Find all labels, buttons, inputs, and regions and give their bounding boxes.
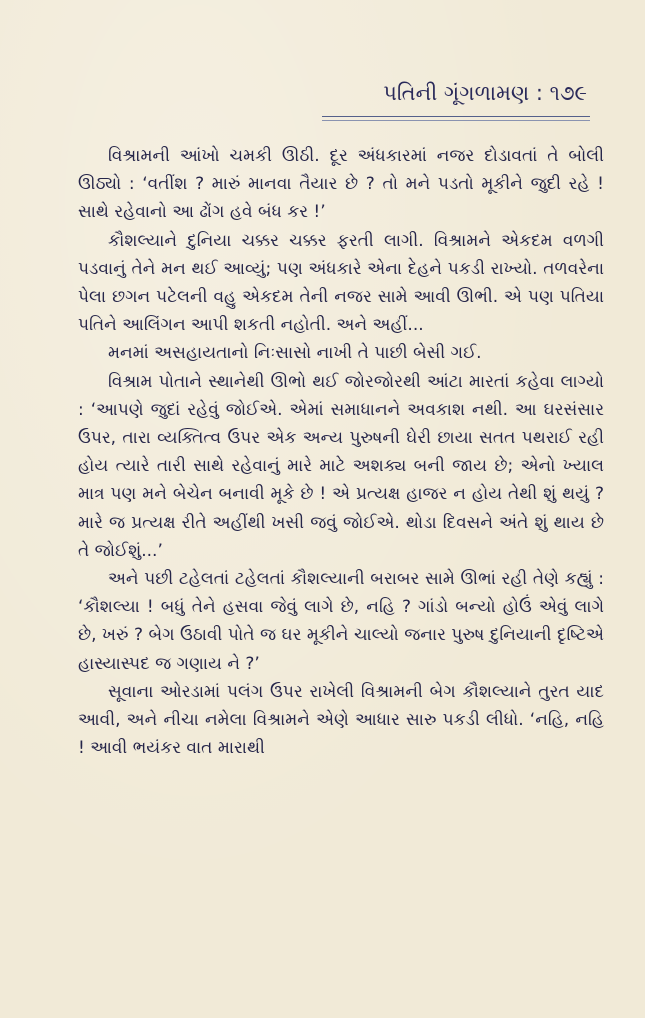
running-header: પતિની ગૂંગળામણ : ૧૭૯ [383,81,587,105]
paragraph: વિશ્રામ પોતાને સ્થાનેથી ઊભો થઈ જોરજોરથી આંટા મારતાં કહેવા લાગ્યો : ‘આપણે જુદાં રહેવું જોઈએ. એમાં સમાધાનને અવકાશ નથી. આ ઘરસંસાર ઉપર, તારા વ્યક્તિત્વ ઉપર એક અન્ય પુરુષની ઘેરી છાયા સતત પથરાઈ રહી હોય ત્યારે તારી સાથે રહેવાનું મારે માટે અશક્ય બની જાય છે; એનો ખ્યાલ માત્ર પણ મને બેચેન બનાવી મૂકે છે ! એ પ્રત્યક્ષ હાજર ન હોય તેથી શું થયું ? મારે જ પ્રત્યક્ષ રીતે અહીંથી ખસી જવું જોઈએ. થોડા દિવસને અંતે શું થાય છે તે જોઈશું...’ [78,371,604,561]
paragraph: સૂવાના ઓરડામાં પલંગ ઉપર રાખેલી વિશ્રામની બેગ કૌશલ્યાને તુરત યાદ આવી, અને નીચા નમેલા વિશ્રામને એણે આધાર સારુ પકડી લીધો. ‘નહિ, નહિ ! આવી ભયંકર વાત મારાથી [78,681,604,759]
paragraph: વિશ્રામની આંખો ચમકી ઊઠી. દૂર અંધકારમાં નજર દોડાવતાં તે બોલી ઊઠ્યો : ‘વતીંશ ? મારું માનવા તૈયાર છે ? તો મને પડતો મૂકીને જુદી રહે ! સાથે રહેવાનો આ ઢોંગ હવે બંધ કર !’ [78,146,604,223]
body-text [78,142,604,762]
paragraph: કૌશલ્યાને દુનિયા ચક્કર ચક્કર ફરતી લાગી. વિશ્રામને એકદમ વળગી પડવાનું તેને મન થઈ આવ્યું; પણ અંધકારે એના દેહને પકડી રાખ્યો. તળવરેના પેલા છગન પટેલની વહુ એકદમ તેની નજર સામે આવી ઊભી. એ પણ પતિયા પતિને આલિંગન આપી શકતી નહોતી. અને અહીં... [78,230,604,336]
paragraph: મનમાં અસહાયતાનો નિઃસાસો નાખી તે પાછી બેસી ગઈ. [108,343,482,364]
paragraph: અને પછી ટહેલતાં ટહેલતાં કૌશલ્યાની બરાબર સામે ઊભાં રહી તેણે કહ્યું : ‘કૌશલ્યા ! બધું તેને હસવા જેવું લાગે છે, નહિ ? ગાંડો બન્યો હોઉં એવું લાગે છે, ખરું ? બેગ ઉઠાવી પોતે જ ઘર મૂકીને ચાલ્યો જનાર પુરુષ દુનિયાની દૃષ્ટિએ હાસ્યાસ્પદ જ ગણાય ને ?’ [78,569,604,674]
header-rule [322,116,590,121]
